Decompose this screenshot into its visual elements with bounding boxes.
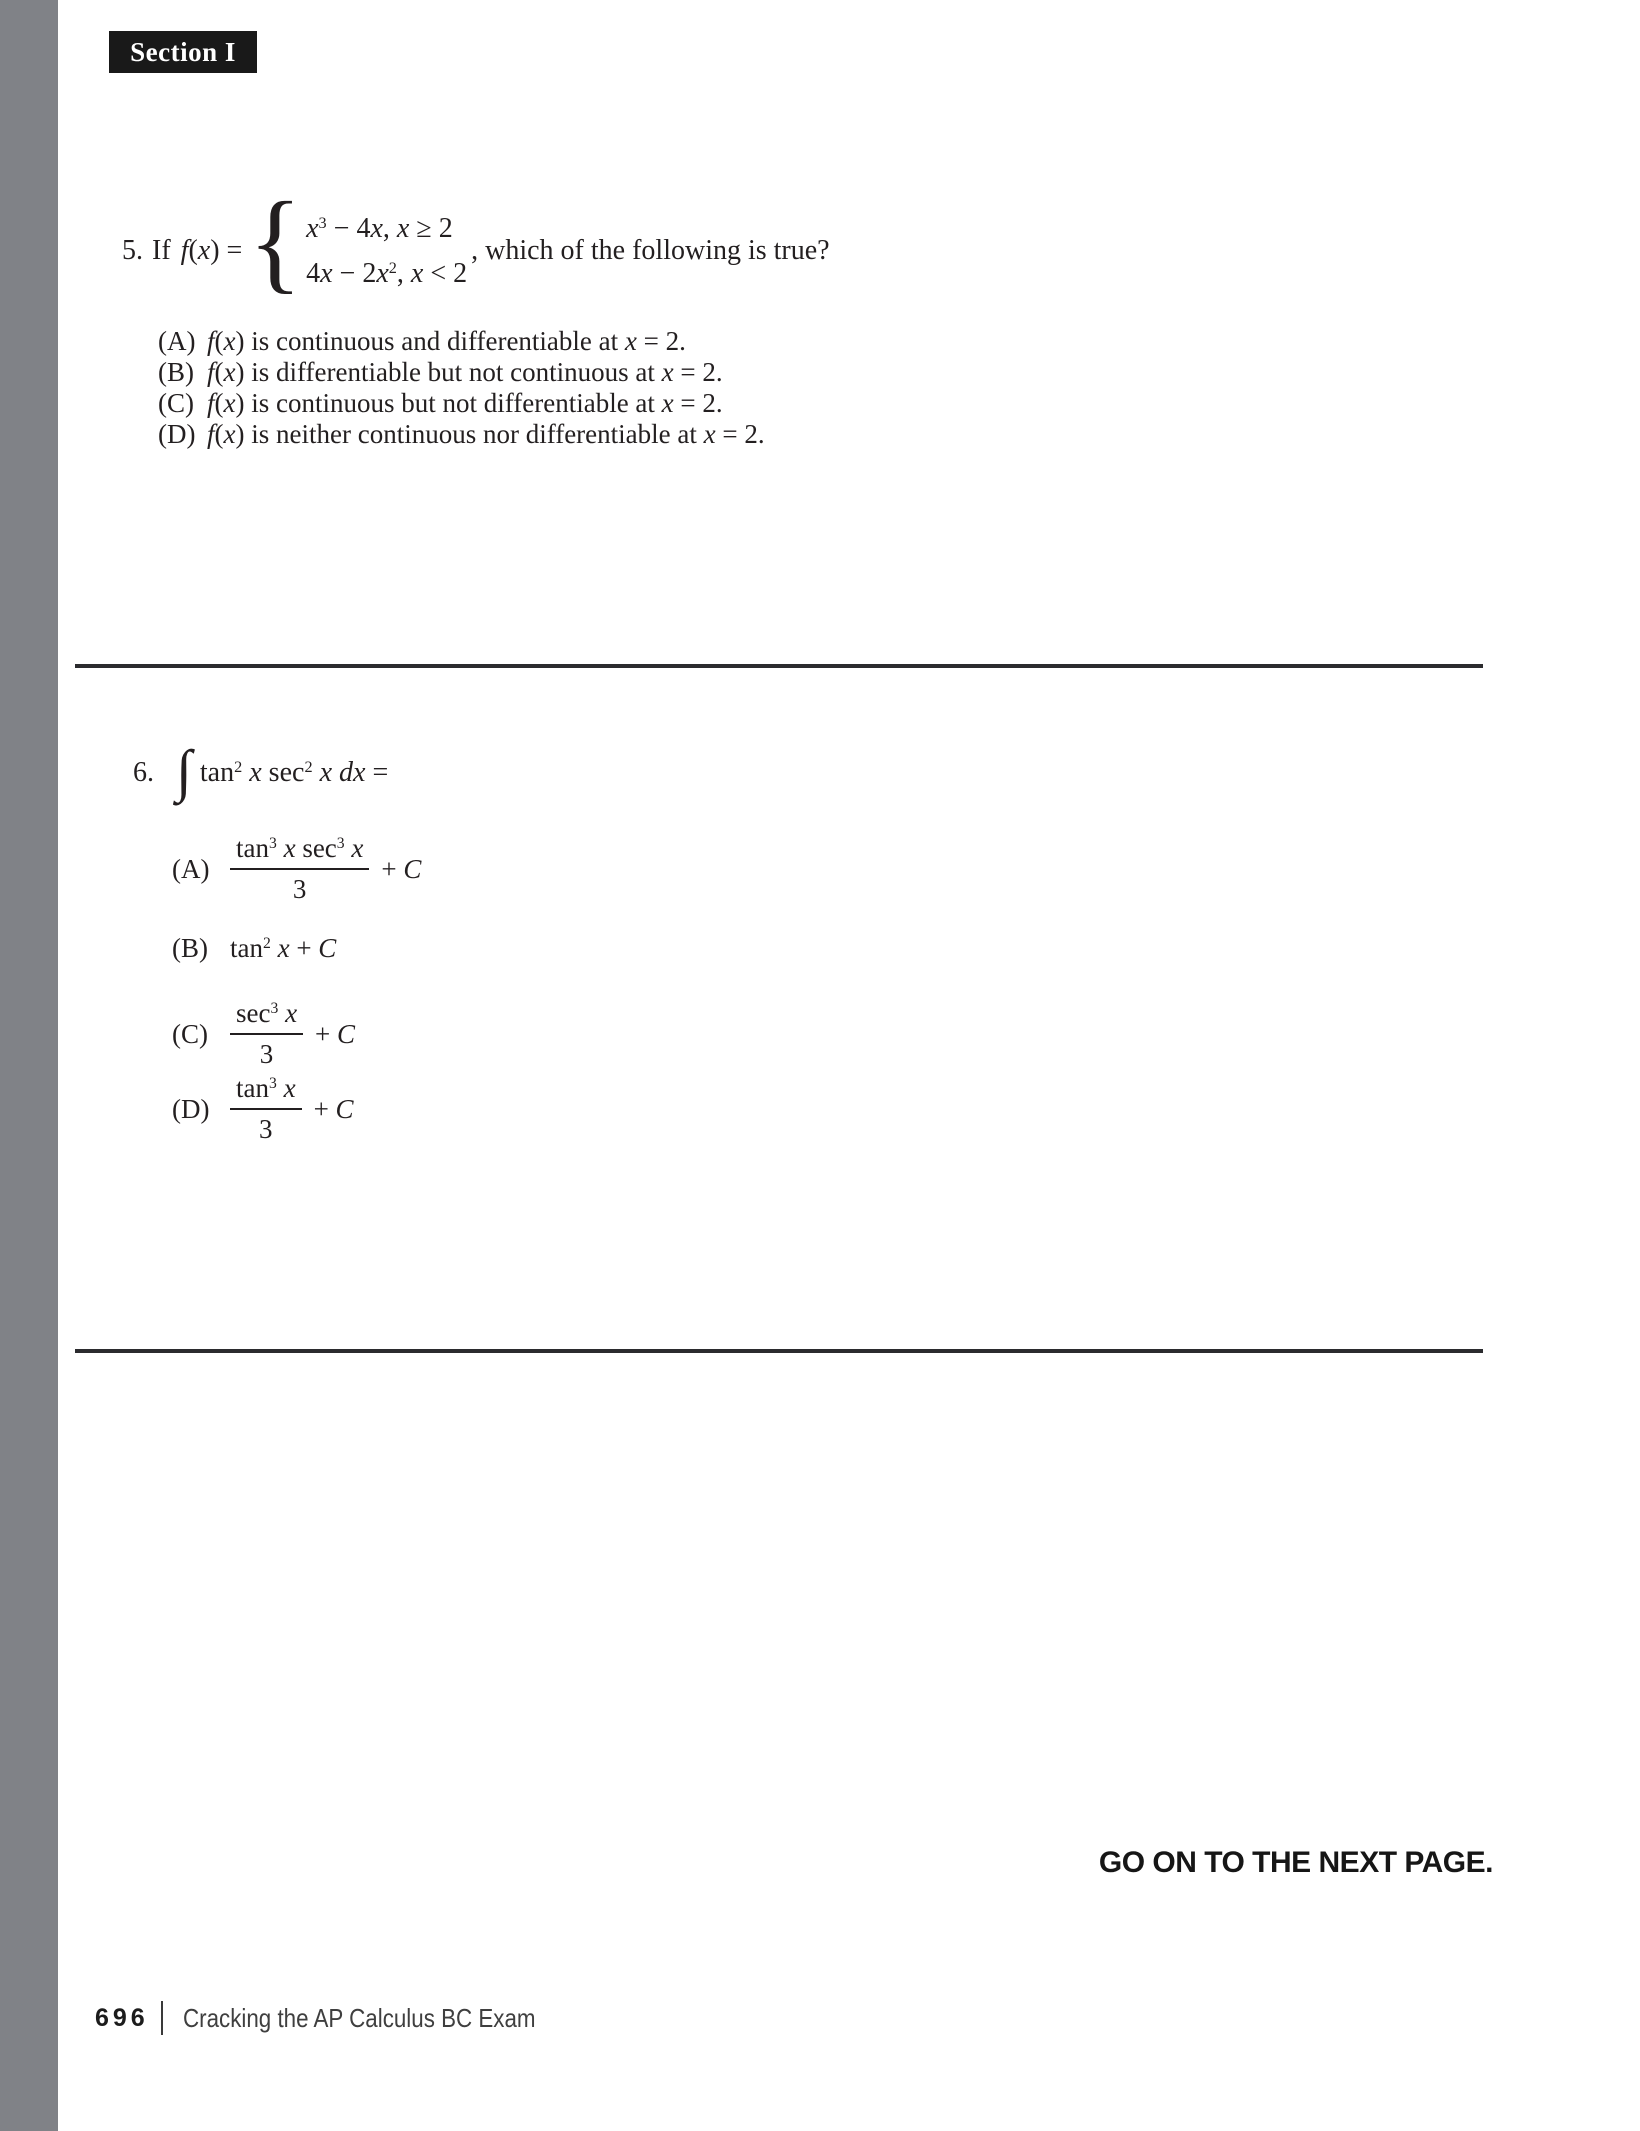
fraction-numerator: $\tan^3 x$ [230, 1073, 302, 1110]
fraction-numerator: $\tan^3 x$ $\sec^3 x$ [230, 833, 369, 870]
q6-option-b [172, 933, 336, 964]
section-badge [109, 31, 257, 73]
piecewise-brace: { [248, 180, 303, 304]
plus-constant: + C [315, 1018, 356, 1049]
fraction-numerator: $\sec^3 x$ [230, 998, 303, 1035]
q6-option-a [172, 833, 421, 905]
question-5-options [158, 326, 765, 450]
option-text: f(x) is continuous but not differentiable at x = 2. [207, 388, 723, 418]
q5-option-d [158, 419, 765, 450]
option-label: (A) [172, 853, 210, 884]
option-text: f(x) is continuous and differentiable at x = 2. [207, 326, 686, 356]
go-on-instruction: GO ON TO THE NEXT PAGE. [1098, 1846, 1493, 1879]
option-label: (C) [158, 388, 194, 418]
question-5-function: f(x) = [180, 235, 243, 266]
fraction-denominator: 3 [259, 1114, 273, 1144]
piecewise-cases [306, 206, 467, 296]
question-5-prompt: , which of the following is true? [471, 235, 830, 266]
option-text: $\tan^2 x + C$ [230, 933, 337, 963]
fraction-denominator: 3 [259, 1039, 274, 1069]
option-label: (A) [158, 326, 196, 356]
option-text: f(x) is differentiable but not continuous at x = 2. [207, 357, 723, 387]
option-label: (C) [172, 1018, 208, 1049]
fraction [230, 998, 303, 1070]
option-label: (B) [158, 357, 194, 387]
integral-sign: ∫ [176, 738, 192, 803]
piecewise-case-2: $4x - 2x^2$, x < 2 [306, 258, 468, 289]
option-label: (B) [172, 933, 208, 963]
section-label: Section I [130, 36, 236, 67]
q6-option-c [172, 998, 355, 1070]
option-label: (D) [172, 1093, 210, 1124]
question-5-lead: If [152, 235, 171, 266]
footer-separator [161, 2001, 163, 2035]
plus-constant: + C [381, 853, 422, 884]
fraction [230, 833, 369, 905]
divider-line-top [75, 664, 1483, 668]
piecewise-case-1: $x^3 - 4x$, x ≥ 2 [306, 213, 453, 244]
question-5-stem [122, 180, 830, 304]
fraction [230, 1073, 302, 1145]
question-6-number: 6. [133, 757, 154, 788]
option-label: (D) [158, 419, 196, 449]
page-footer [95, 2000, 593, 2036]
question-6-integrand: $\tan^2 x$ $\sec^2 x$ dx = [199, 757, 389, 788]
q5-option-a [158, 326, 765, 357]
book-title: Cracking the AP Calculus BC Exam [182, 2002, 536, 2033]
left-accent-bar [0, 0, 58, 2131]
fraction-denominator: 3 [292, 874, 307, 904]
question-6-stem [133, 738, 389, 803]
q6-option-d [172, 1073, 354, 1145]
q5-option-c [158, 388, 765, 419]
question-5-number: 5. [122, 235, 143, 266]
q5-option-b [158, 357, 765, 388]
divider-line-bottom [75, 1349, 1483, 1353]
page-number: 696 [95, 2003, 149, 2032]
plus-constant: + C [313, 1093, 354, 1124]
option-text: f(x) is neither continuous nor differentiable at x = 2. [207, 419, 765, 449]
